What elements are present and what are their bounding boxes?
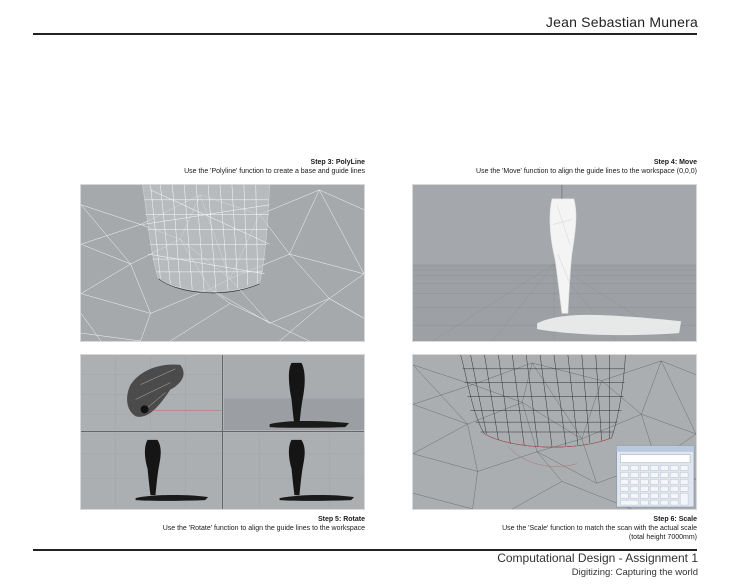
step4-caption <box>357 158 697 176</box>
footer-subtitle: Digitizing: Capturing the world <box>571 567 698 578</box>
header-rule <box>33 33 697 35</box>
step3-viewport-image <box>80 184 365 342</box>
step6-description-extra: (total height 7000mm) <box>628 534 697 541</box>
step4-title: Step 4: Move <box>653 159 697 166</box>
author-name: Jean Sebastian Munera <box>545 14 698 30</box>
step6-description: Use the 'Scale' function to match the scan with the actual scale <box>502 525 697 532</box>
step6-title: Step 6: Scale <box>653 516 697 523</box>
step3-caption <box>25 158 365 176</box>
step6-viewport-image <box>412 354 697 510</box>
footer-title: Computational Design - Assignment 1 <box>497 551 698 565</box>
step5-viewports-image <box>80 354 365 510</box>
step6-caption <box>357 515 697 542</box>
step5-caption <box>25 515 365 533</box>
step4-viewport-image <box>412 184 697 342</box>
step5-description: Use the 'Rotate' function to align the guide lines to the workspace <box>162 525 365 532</box>
step3-title: Step 3: PolyLine <box>310 159 365 166</box>
step4-description: Use the 'Move' function to align the guide lines to the workspace (0,0,0) <box>476 168 697 175</box>
step3-description: Use the 'Polyline' function to create a base and guide lines <box>184 168 365 175</box>
step5-title: Step 5: Rotate <box>317 516 365 523</box>
